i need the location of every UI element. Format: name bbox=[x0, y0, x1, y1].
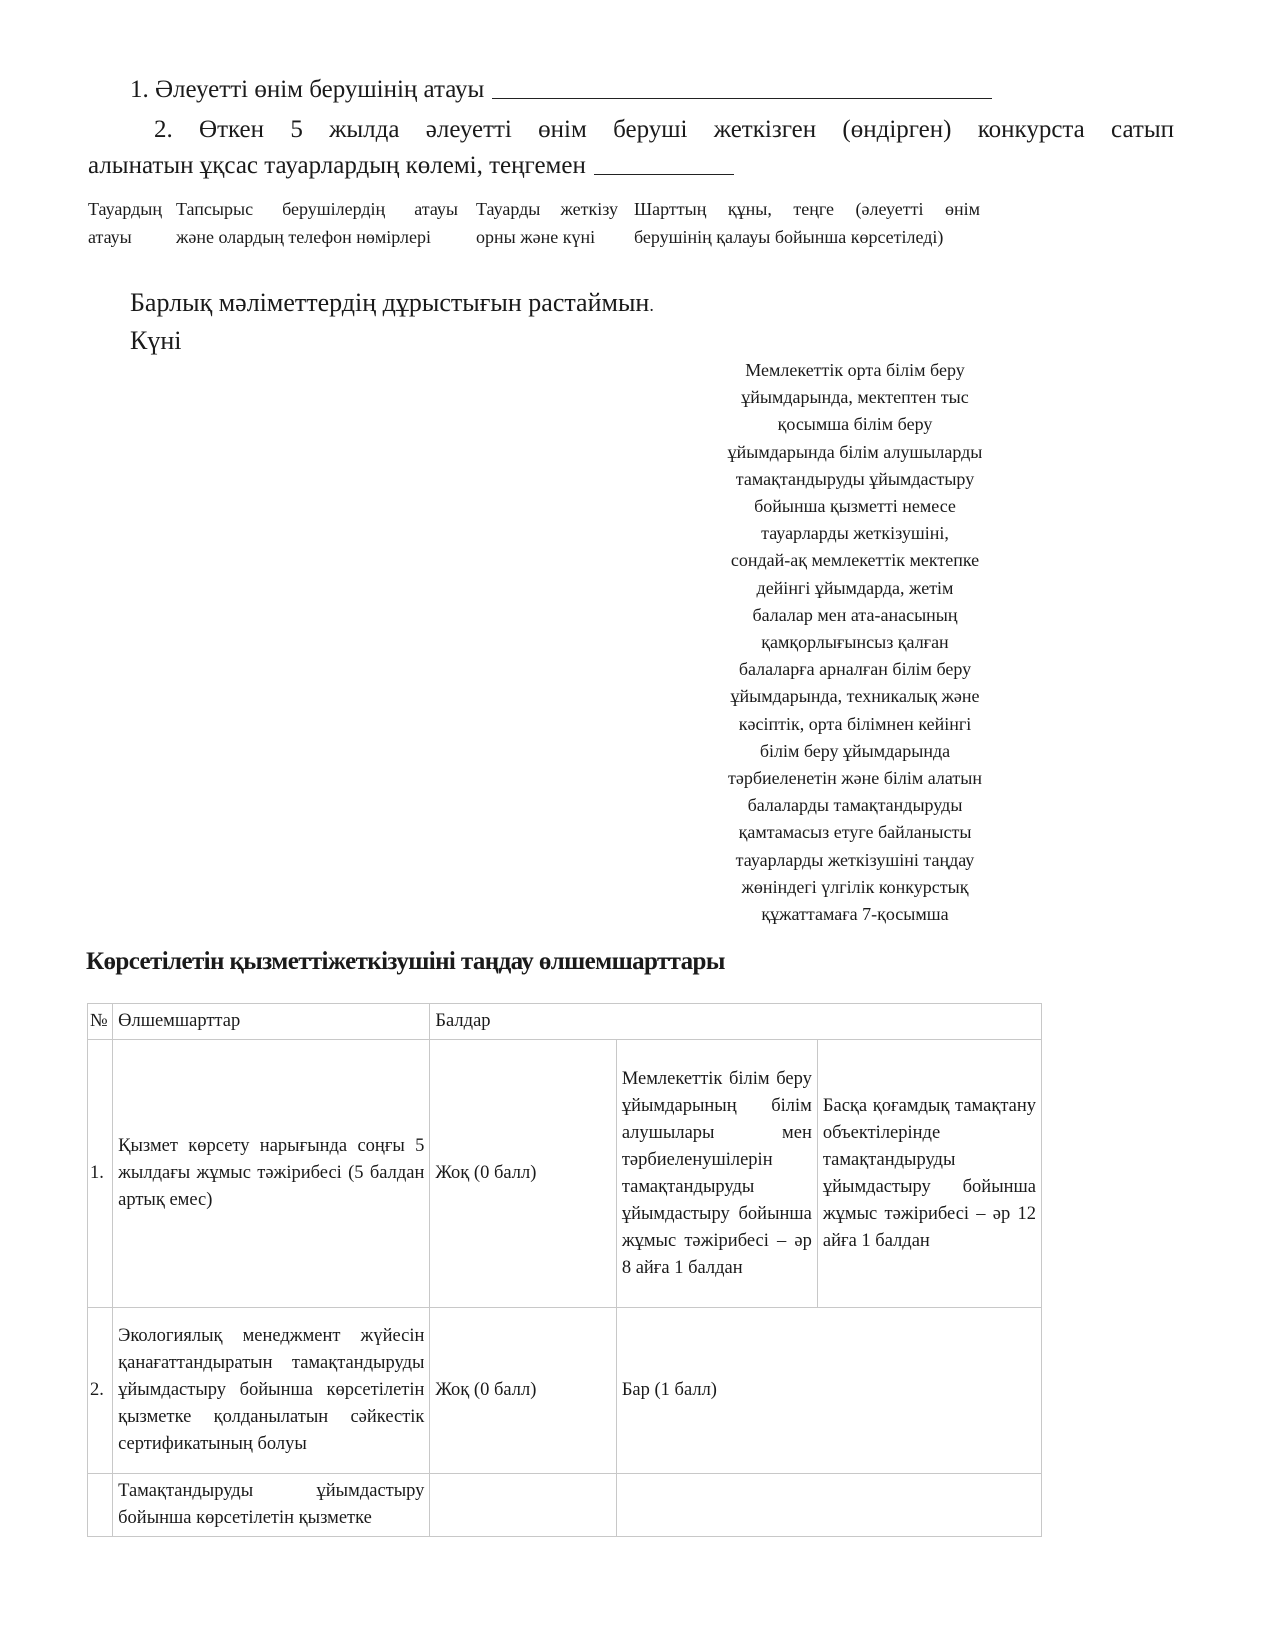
appendix-line: балаларға арналған білім беру bbox=[738, 659, 972, 680]
criteria-cell: Қызмет көрсету нарығында соңғы 5 жылдағы жұмыс тәжірибесі (5 балдан артық емес) bbox=[113, 1040, 430, 1308]
date-label: Күні bbox=[130, 326, 182, 355]
supplier-name-blank bbox=[492, 98, 992, 99]
appendix-note bbox=[700, 357, 1010, 928]
points-option-1-cell: Мемлекеттік білім беру ұйымдарының білім алушылары мен тәрбиеленушілерін тамақтандыруды ұйымдастыру бойынша жұмыс тәжірибесі – әр 8 айға 1 балдан bbox=[616, 1040, 817, 1308]
column-contract-value: Шарттың құны, теңге (әлеуетті өнім берушінің қалауы бойынша көрсетіледі) bbox=[634, 199, 980, 247]
row-number bbox=[88, 1474, 113, 1537]
appendix-line: бойынша қызметті немесе bbox=[754, 496, 956, 517]
appendix-line: Мемлекеттік орта білім беру bbox=[745, 360, 965, 380]
item2-line-2 bbox=[88, 152, 734, 180]
column-goods-name: Тауардың атауы bbox=[88, 199, 163, 247]
confirmation-block bbox=[130, 285, 654, 359]
criteria-table bbox=[87, 1003, 1042, 1537]
criteria-cell: Экологиялық менеджмент жүйесін қанағаттандыратын тамақтандыруды ұйымдастыру бойынша көрсетілетін қызметке қолданылатын сәйкестік сертификатының болуы bbox=[113, 1308, 430, 1474]
appendix-line: ұйымдарында, техникалық және bbox=[730, 686, 980, 707]
item2-line-1: 2. Өткен 5 жылда әлеуетті өнім беруші жеткізген (өндірген) конкурста сатып bbox=[154, 116, 1174, 143]
column-customers: Тапсырыс берушілердің атауы және олардың телефон нөмірлері bbox=[176, 199, 458, 247]
appendix-line: балаларды тамақтандыруды bbox=[747, 795, 963, 816]
appendix-line: тауарларды жеткізушіні, bbox=[761, 523, 949, 544]
row-number: 1. bbox=[88, 1040, 113, 1308]
appendix-line: ұйымдарында, мектептен тыс bbox=[741, 387, 969, 408]
appendix-line: білім беру ұйымдарында bbox=[759, 740, 951, 761]
appendix-line: тауарларды жеткізушіні таңдау bbox=[735, 849, 975, 870]
column-delivery: Тауарды жеткізу орны және күні bbox=[476, 199, 618, 247]
appendix-line: дейінгі ұйымдарда, жетім bbox=[756, 577, 954, 598]
appendix-line: кәсіптік, орта білімнен кейінгі bbox=[738, 713, 972, 734]
points-yes-cell bbox=[616, 1474, 1041, 1537]
item1-label: 1. Әлеуетті өнім берушінің атауы bbox=[130, 76, 485, 103]
appendix-line: ұйымдарында білім алушыларды bbox=[727, 441, 983, 462]
appendix-line: қосымша білім беру bbox=[777, 414, 933, 435]
appendix-line: сондай-ақ мемлекеттік мектепке bbox=[730, 550, 980, 571]
item2-line-2-text: алынатын ұқсас тауарлардың көлемі, теңгемен bbox=[88, 152, 586, 179]
header-criteria: Өлшемшарттар bbox=[113, 1004, 430, 1040]
potential-supplier-name-line bbox=[130, 76, 992, 104]
volume-blank bbox=[594, 174, 734, 175]
criteria-cell: Тамақтандыруды ұйымдастыру бойынша көрсетілетін қызметке bbox=[113, 1474, 430, 1537]
header-points: Балдар bbox=[430, 1004, 1042, 1040]
table-row bbox=[88, 1040, 1042, 1308]
appendix-line: балалар мен ата-анасының bbox=[752, 604, 958, 625]
points-none-cell: Жоқ (0 балл) bbox=[430, 1308, 616, 1474]
row-number: 2. bbox=[88, 1308, 113, 1474]
points-yes-cell: Бар (1 балл) bbox=[616, 1308, 1041, 1474]
header-number: № bbox=[88, 1004, 113, 1040]
points-none-cell: Жоқ (0 балл) bbox=[430, 1040, 616, 1308]
section-title: Көрсетілетін қызметтіжеткізушіні таңдау өлшемшарттары bbox=[86, 948, 725, 975]
table-row bbox=[88, 1474, 1042, 1537]
points-option-2-cell: Басқа қоғамдық тамақтану объектілерінде тамақтандыруды ұйымдастыру бойынша жұмыс тәжірибесі – әр 12 айға 1 балдан bbox=[817, 1040, 1041, 1308]
appendix-line: тамақтандыруды ұйымдастыру bbox=[735, 468, 975, 489]
table-row bbox=[88, 1308, 1042, 1474]
confirmation-text: Барлық мәліметтердің дұрыстығын растаймын. bbox=[130, 288, 654, 317]
appendix-line: тәрбиеленетін және білім алатын bbox=[727, 768, 983, 789]
appendix-line: жөніндегі үлгілік конкурстық bbox=[741, 876, 969, 897]
points-none-cell bbox=[430, 1474, 616, 1537]
appendix-line: қамтамасыз етуге байланысты bbox=[738, 822, 972, 843]
appendix-line: құжаттамаға 7-қосымша bbox=[761, 904, 949, 925]
appendix-line: қамқорлығынсыз қалған bbox=[761, 632, 949, 653]
table-header-row bbox=[88, 1004, 1042, 1040]
